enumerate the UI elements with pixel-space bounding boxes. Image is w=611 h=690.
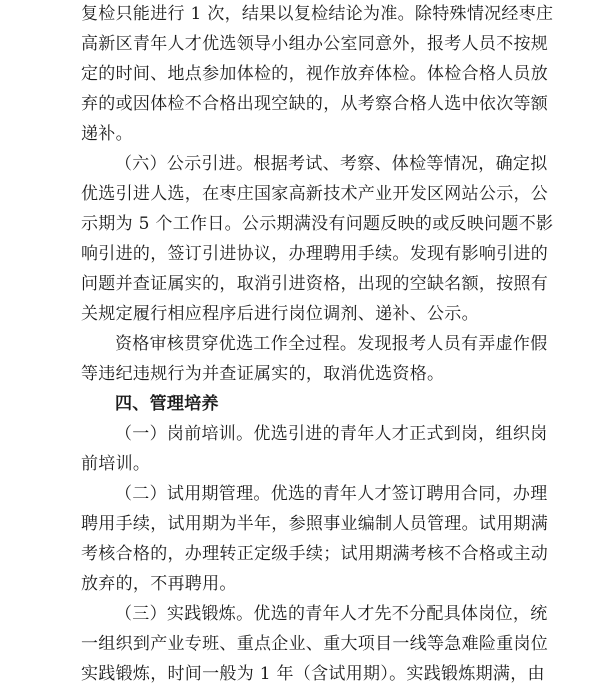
- paragraph-line: （六）公示引进。根据考试、考察、体检等情况，确定拟: [115, 154, 548, 174]
- paragraph-line: 递补。: [81, 124, 133, 144]
- paragraph-line: 响引进的，签订引进协议，办理聘用手续。发现有影响引进的: [81, 244, 549, 264]
- paragraph-line: 等违纪违规行为并查证属实的，取消优选资格。: [81, 364, 445, 384]
- paragraph-line: 关规定履行相应程序后进行岗位调剂、递补、公示。: [81, 304, 479, 324]
- paragraph-line: 定的时间、地点参加体检的，视作放弃体检。体检合格人员放: [81, 64, 549, 84]
- paragraph-line: 放弃的，不再聘用。: [81, 574, 237, 594]
- paragraph-line: 复检只能进行 1 次，结果以复检结论为准。除特殊情况经枣庄: [81, 4, 554, 24]
- paragraph-line: 示期为 5 个工作日。公示期满没有问题反映的或反映问题不影: [81, 214, 554, 234]
- paragraph-line: （三）实践锻炼。优选的青年人才先不分配具体岗位，统: [115, 604, 548, 624]
- paragraph-line: 弃的或因体检不合格出现空缺的，从考察合格人选中依次等额: [81, 94, 549, 114]
- paragraph-line: （一）岗前培训。优选引进的青年人才正式到岗，组织岗: [115, 424, 548, 444]
- paragraph-line: 考核合格的，办理转正定级手续；试用期满考核不合格或主动: [81, 544, 549, 564]
- paragraph-line: （二）试用期管理。优选的青年人才签订聘用合同，办理: [115, 484, 548, 504]
- section-heading: 四、管理培养: [115, 394, 219, 414]
- paragraph-line: 资格审核贯穿优选工作全过程。发现报考人员有弄虚作假: [115, 334, 548, 354]
- paragraph-line: 问题并查证属实的，取消引进资格，出现的空缺名额，按照有: [81, 274, 549, 294]
- paragraph-line: 高新区青年人才优选领导小组办公室同意外，报考人员不按规: [81, 34, 549, 54]
- paragraph-line: 一组织到产业专班、重点企业、重大项目一线等急难险重岗位: [81, 634, 549, 654]
- paragraph-line: 实践锻炼，时间一般为 1 年（含试用期）。实践锻炼期满，由: [81, 664, 545, 684]
- paragraph-line: 聘用手续，试用期为半年，参照事业编制人员管理。试用期满: [81, 514, 549, 534]
- paragraph-line: 优选引进人选，在枣庄国家高新技术产业开发区网站公示，公: [81, 184, 549, 204]
- paragraph-line: 前培训。: [81, 454, 151, 474]
